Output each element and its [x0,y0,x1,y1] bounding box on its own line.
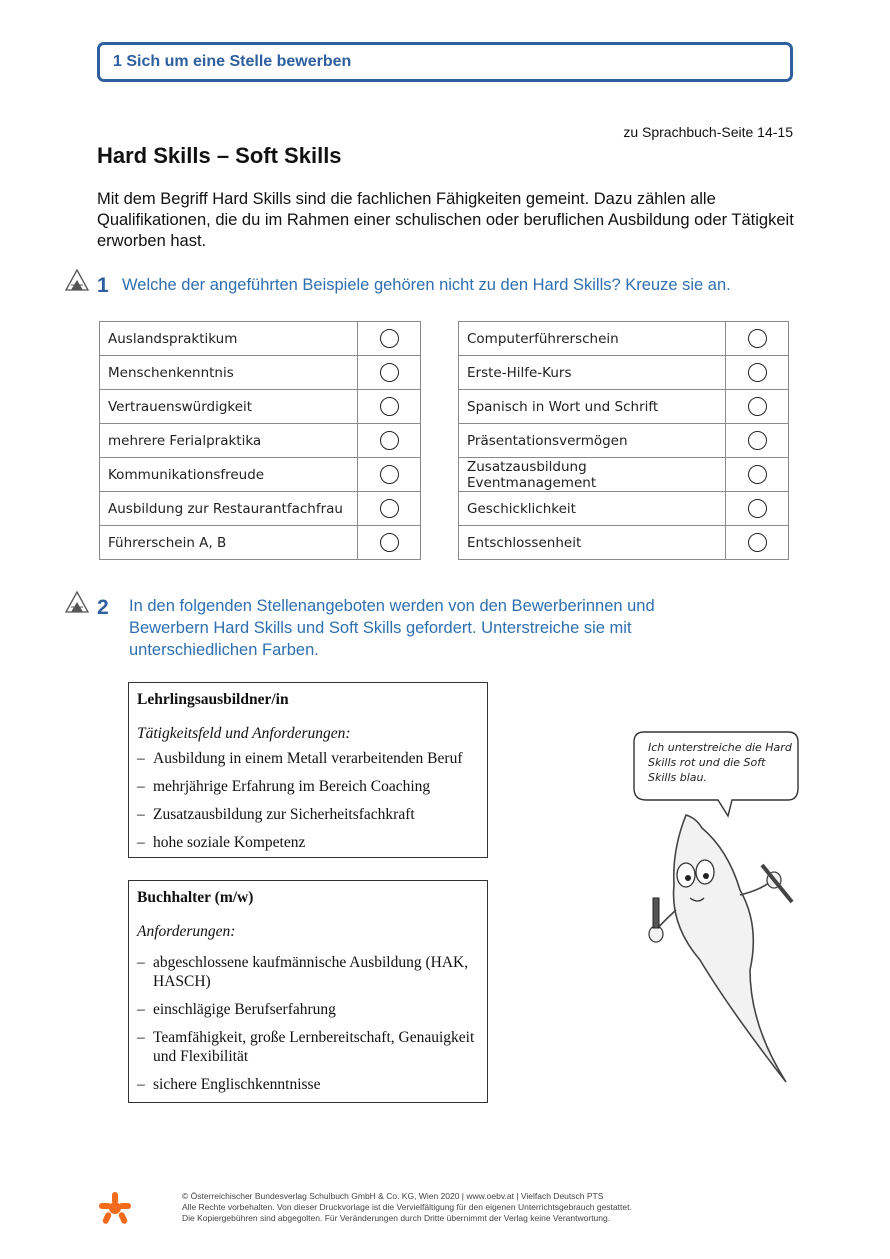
difficulty-level-icon [64,590,90,616]
checkbox-circle[interactable] [748,329,767,348]
checkbox-cell [726,424,789,458]
publisher-logo-icon [97,1190,133,1226]
checklist-row [100,390,421,424]
checkbox-circle[interactable] [380,465,399,484]
checkbox-circle[interactable] [380,329,399,348]
checklist-left [99,321,421,560]
job-requirement: – hohe soziale Kompetenz [137,833,479,852]
checkbox-circle[interactable] [748,499,767,518]
red-pencil [653,898,659,928]
footer-line: Alle Rechte vorbehalten. Von dieser Druckvorlage ist die Vervielfältigung für den eigenen Unterrichtsgebrauch gestattet. [182,1202,632,1212]
job-requirement: – abgeschlossene kaufmännische Ausbildung (HAK, HASCH) [137,953,479,991]
checkbox-circle[interactable] [748,465,767,484]
chapter-title: 1 Sich um eine Stelle bewerben [113,53,352,70]
checkbox-cell [726,458,789,492]
checkbox-circle[interactable] [380,363,399,382]
difficulty-level-icon [64,268,90,294]
task-2-line: Bewerbern Hard Skills und Soft Skills gefordert. Unterstreiche sie mit [129,619,632,637]
checklist-row [459,356,789,390]
checkbox-circle[interactable] [380,533,399,552]
task-1-number: 1 [97,274,109,297]
speech-bubble-text: Ich unterstreiche die Hard Skills rot und die Soft Skills blau. [648,741,792,784]
checklist-row [100,322,421,356]
job-ad-title: Buchhalter (m/w) [137,889,254,906]
checklist-row [100,356,421,390]
job-ad-subtitle: Tätigkeitsfeld und Anforderungen: [137,725,351,742]
task-2-number: 2 [97,596,109,619]
job-ad-requirements [137,749,479,852]
checklist-label: Entschlossenheit [459,526,726,560]
job-requirement: – Ausbildung in einem Metall verarbeitenden Beruf [137,749,479,768]
checkbox-circle[interactable] [380,499,399,518]
checklist-label: Menschenkenntnis [100,356,358,390]
page-title: Hard Skills – Soft Skills [97,143,342,168]
blue-pencil [762,865,792,902]
footer-line: Die Kopiergebühren sind abgegolten. Für Veränderungen durch Dritte übernimmt der Verlag keine Verantwortung. [182,1213,611,1223]
checkbox-cell [726,356,789,390]
checklist-row [100,458,421,492]
checklist-label: Zusatzausbildung Eventmanagement [459,458,726,492]
checklist-label: Spanisch in Wort und Schrift [459,390,726,424]
checklist-label: Kommunikationsfreude [100,458,358,492]
checklist-row [100,526,421,560]
job-ad-title: Lehrlingsausbildner/in [137,691,289,708]
checklist-row [100,492,421,526]
checkbox-circle[interactable] [748,533,767,552]
checkbox-cell [358,492,421,526]
checklist-row [459,458,789,492]
task-2-line: unterschiedlichen Farben. [129,641,319,659]
job-requirement: – Zusatzausbildung zur Sicherheitsfachkraft [137,805,479,824]
checkbox-cell [358,322,421,356]
checklist-label: Erste-Hilfe-Kurs [459,356,726,390]
checklist-row [459,322,789,356]
job-ad-requirements [137,953,479,1094]
checklist-label: Führerschein A, B [100,526,358,560]
checklist-label: mehrere Ferialpraktika [100,424,358,458]
intro-text: Mit dem Begriff Hard Skills sind die fachlichen Fähigkeiten gemeint. Dazu zählen alle Qualifikationen, die du im Rahmen einer schulischen oder beruflichen Ausbildung oder Tätigkeit erworben hast. [97,190,794,250]
checklist-row [459,390,789,424]
job-requirement: – einschlägige Berufserfahrung [137,1000,479,1019]
checklist-row [100,424,421,458]
checkbox-circle[interactable] [380,431,399,450]
checklist-label: Computerführerschein [459,322,726,356]
task-1-instruction: Welche der angeführten Beispiele gehören nicht zu den Hard Skills? Kreuze sie an. [122,276,731,294]
job-ad-subtitle: Anforderungen: [137,923,236,940]
checkbox-circle[interactable] [748,431,767,450]
footer-line: © Österreichischer Bundesverlag Schulbuch GmbH & Co. KG, Wien 2020 | www.oebv.at | Vielfach Deutsch PTS [182,1191,604,1201]
checkbox-cell [726,390,789,424]
checkbox-cell [358,390,421,424]
checklist-label: Präsentationsvermögen [459,424,726,458]
page-reference: zu Sprachbuch-Seite 14-15 [623,124,793,140]
checklist-label: Auslandspraktikum [100,322,358,356]
job-requirement: – Teamfähigkeit, große Lernbereitschaft, Genauigkeit und Flexibilität [137,1028,479,1066]
checkbox-cell [358,356,421,390]
chapter-header [97,42,793,82]
checkbox-circle[interactable] [380,397,399,416]
checkbox-cell [358,526,421,560]
task-2-instruction [129,595,655,661]
checkbox-cell [358,424,421,458]
job-ad-buchhalter [128,880,488,1103]
checklist-label: Geschicklichkeit [459,492,726,526]
checklist-row [459,492,789,526]
checklist-label: Ausbildung zur Restaurantfachfrau [100,492,358,526]
checklist-row [459,526,789,560]
ghost-body [674,815,786,1082]
checkbox-cell [726,526,789,560]
right-arm [740,882,770,895]
checkbox-circle[interactable] [748,397,767,416]
job-requirement: – mehrjährige Erfahrung im Bereich Coaching [137,777,479,796]
footer-copyright [182,1191,632,1224]
job-requirement: – sichere Englischkenntnisse [137,1075,479,1094]
checklist-right [458,321,789,560]
checkbox-circle[interactable] [748,363,767,382]
task-2-line: In den folgenden Stellenangeboten werden von den Bewerberinnen und [129,597,655,615]
checklist-row [459,424,789,458]
checkbox-cell [358,458,421,492]
checkbox-cell [726,322,789,356]
job-ad-lehrlingsausbildner [128,682,488,858]
checklist-label: Vertrauenswürdigkeit [100,390,358,424]
checkbox-cell [726,492,789,526]
